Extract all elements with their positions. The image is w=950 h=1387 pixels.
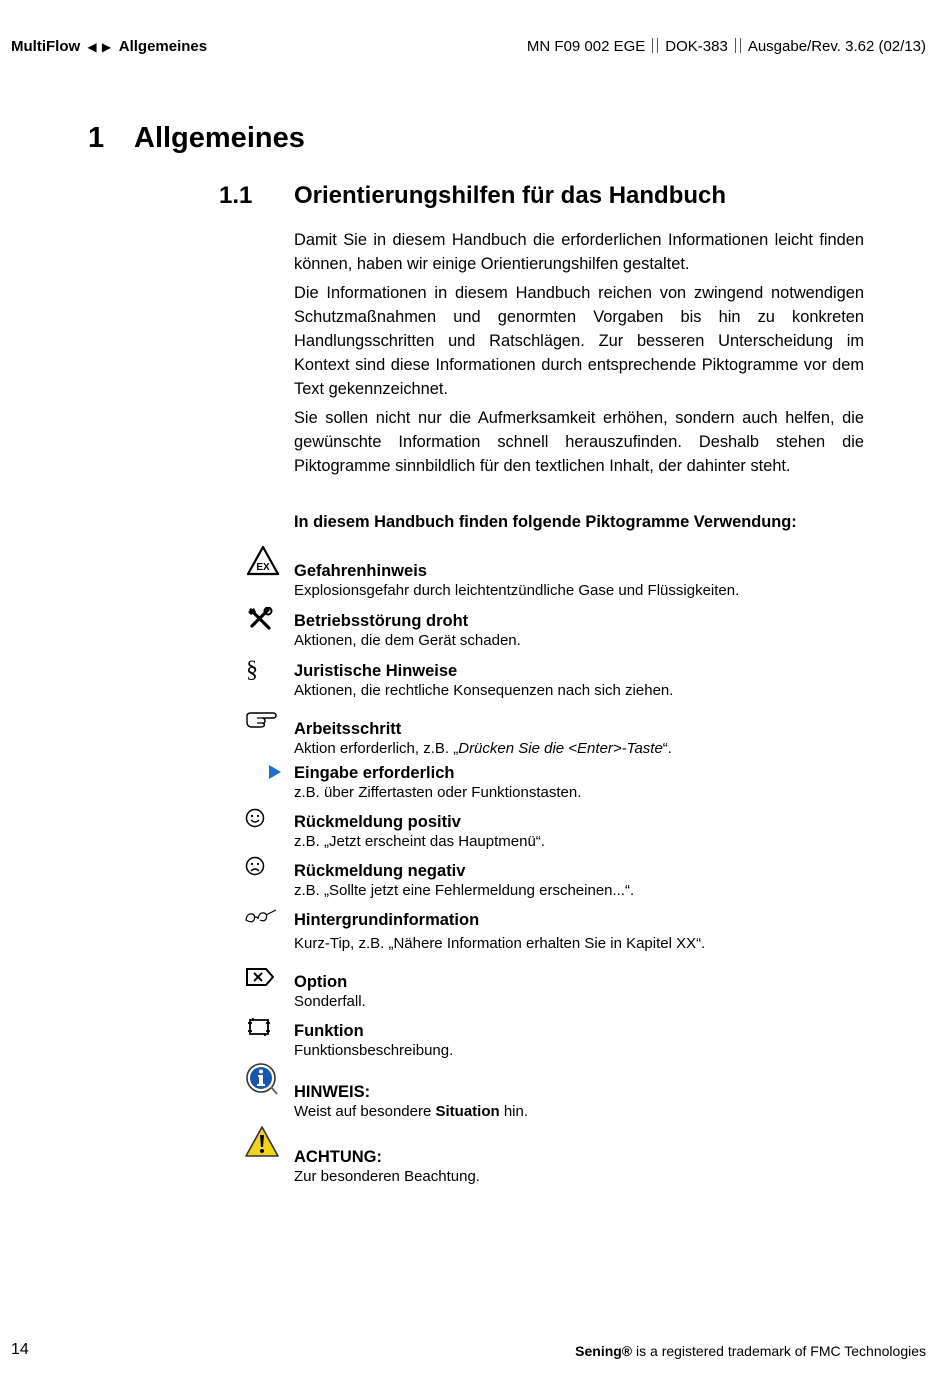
paragraph: Sie sollen nicht nur die Aufmerksamkeit erhöhen, sondern auch helfen, die gewünschte Information schnell herauszufinden. Deshalb stehen die Piktogramme sinnbildlich für den textlichen Inhalt, der dahinter steht.	[294, 409, 864, 475]
section-number: 1.1	[219, 182, 253, 209]
pictogram-title: Gefahrenhinweis	[294, 562, 427, 580]
option-box-x-icon	[246, 967, 274, 987]
section-title: Orientierungshilfen für das Handbuch	[294, 182, 727, 209]
separator	[652, 38, 658, 53]
desc-bold: Situation	[435, 1103, 500, 1120]
trademark-note	[575, 1343, 926, 1359]
desc-text: hin.	[499, 1103, 529, 1120]
section-heading	[219, 182, 726, 210]
pictogram-description	[294, 739, 672, 758]
pictogram-entry	[294, 561, 739, 600]
pictogram-entry	[294, 812, 545, 851]
pictogram-description	[294, 1102, 528, 1121]
pictogram-entry	[294, 972, 366, 1011]
tools-icon	[247, 607, 273, 631]
pictogram-entry	[294, 661, 673, 700]
running-header-right	[527, 38, 926, 55]
pictogram-title: Option	[294, 973, 348, 991]
play-triangle-icon	[268, 764, 282, 780]
section-sign-icon	[245, 656, 261, 682]
pictogram-title: Eingabe erforderlich	[294, 764, 455, 782]
doc-number: MN F09 002 EGE	[526, 38, 646, 55]
pictogram-title: Rückmeldung negativ	[294, 862, 466, 880]
pictogram-description: Explosionsgefahr durch leichtentzündliche Gase und Flüssigkeiten.	[294, 582, 740, 599]
pictogram-description: Aktionen, die dem Gerät schaden.	[294, 632, 521, 649]
pointing-hand-icon	[245, 710, 277, 728]
header-section: Allgemeines	[118, 38, 208, 55]
product-name: MultiFlow	[11, 38, 81, 55]
page-number: 14	[11, 1341, 29, 1358]
pictogram-description: Funktionsbeschreibung.	[294, 1042, 454, 1059]
pictogram-entry	[294, 1082, 528, 1121]
pictogram-title: ACHTUNG:	[294, 1148, 382, 1166]
smiley-sad-icon	[245, 856, 265, 876]
pictogram-title: Hintergrundinformation	[294, 911, 480, 929]
chapter-title: Allgemeines	[134, 122, 305, 154]
pictogram-description: z.B. „Jetzt erscheint das Hauptmenü“.	[294, 833, 545, 850]
trademark-text: is a registered trademark of FMC Technologies	[632, 1343, 926, 1359]
ex-explosion-warning-icon	[246, 545, 280, 577]
pictogram-description: Zur besonderen Beachtung.	[294, 1168, 480, 1185]
pictogram-title: Rückmeldung positiv	[294, 813, 461, 831]
paragraph: Die Informationen in diesem Handbuch reichen von zwingend notwendigen Schutzmaßnahmen und genormten Vorgaben bis hin zu konkreten Handlungsschritten und Ratschlägen. Zur besseren Unterscheidung im Kontext sind diese Informationen durch entsprechende Piktogramme vor dem Text gekennzeichnet.	[294, 284, 864, 398]
glasses-icon	[244, 908, 278, 924]
pictogram-title: HINWEIS:	[294, 1083, 371, 1101]
svg-text:EX: EX	[256, 562, 270, 573]
pictogram-description: Sonderfall.	[294, 993, 366, 1010]
pictogram-entry	[294, 763, 581, 802]
pictogram-entry	[294, 611, 521, 650]
pictogram-entry	[294, 910, 705, 953]
info-icon	[244, 1062, 280, 1096]
pictogram-entry	[294, 1147, 480, 1186]
separator	[735, 38, 741, 53]
brand-name: Sening®	[575, 1343, 633, 1359]
pictogram-title: Arbeitsschritt	[294, 720, 402, 738]
pictogram-title: Betriebsstörung droht	[294, 612, 469, 630]
revision: Ausgabe/Rev. 3.62 (02/13)	[747, 38, 926, 55]
desc-text: Weist auf besondere	[294, 1103, 436, 1120]
pictogram-entry	[294, 1021, 453, 1060]
running-header-left	[11, 38, 207, 55]
desc-italic: Drücken Sie die <Enter>-Taste	[458, 740, 663, 757]
doc-id: DOK-383	[665, 38, 728, 55]
nav-arrows-icon: ◀ ▶	[87, 40, 113, 54]
chapter-number: 1	[88, 122, 105, 154]
pictogram-description: z.B. „Sollte jetzt eine Fehlermeldung erscheinen...“.	[294, 882, 635, 899]
svg-text:§: §	[246, 657, 258, 682]
chapter-heading	[88, 122, 305, 155]
paragraph: Damit Sie in diesem Handbuch die erforderlichen Informationen leicht finden können, haben wir einige Orientierungshilfen gestaltet.	[294, 231, 864, 273]
desc-text: Aktion erforderlich, z.B. „	[294, 740, 459, 757]
pictogram-intro: In diesem Handbuch finden folgende Piktogramme Verwendung:	[294, 513, 797, 531]
warning-triangle-icon	[244, 1125, 280, 1159]
pictogram-title: Juristische Hinweise	[294, 662, 458, 680]
pictogram-description: z.B. über Ziffertasten oder Funktionstasten.	[294, 784, 582, 801]
function-frame-icon	[247, 1017, 271, 1037]
pictogram-entry	[294, 861, 634, 900]
smiley-happy-icon	[245, 808, 265, 828]
pictogram-description: Kurz-Tip, z.B. „Nähere Information erhalten Sie in Kapitel XX“.	[294, 935, 706, 952]
pictogram-description: Aktionen, die rechtliche Konsequenzen nach sich ziehen.	[294, 682, 674, 699]
desc-text: “.	[662, 740, 672, 757]
pictogram-entry	[294, 719, 672, 758]
pictogram-title: Funktion	[294, 1022, 364, 1040]
